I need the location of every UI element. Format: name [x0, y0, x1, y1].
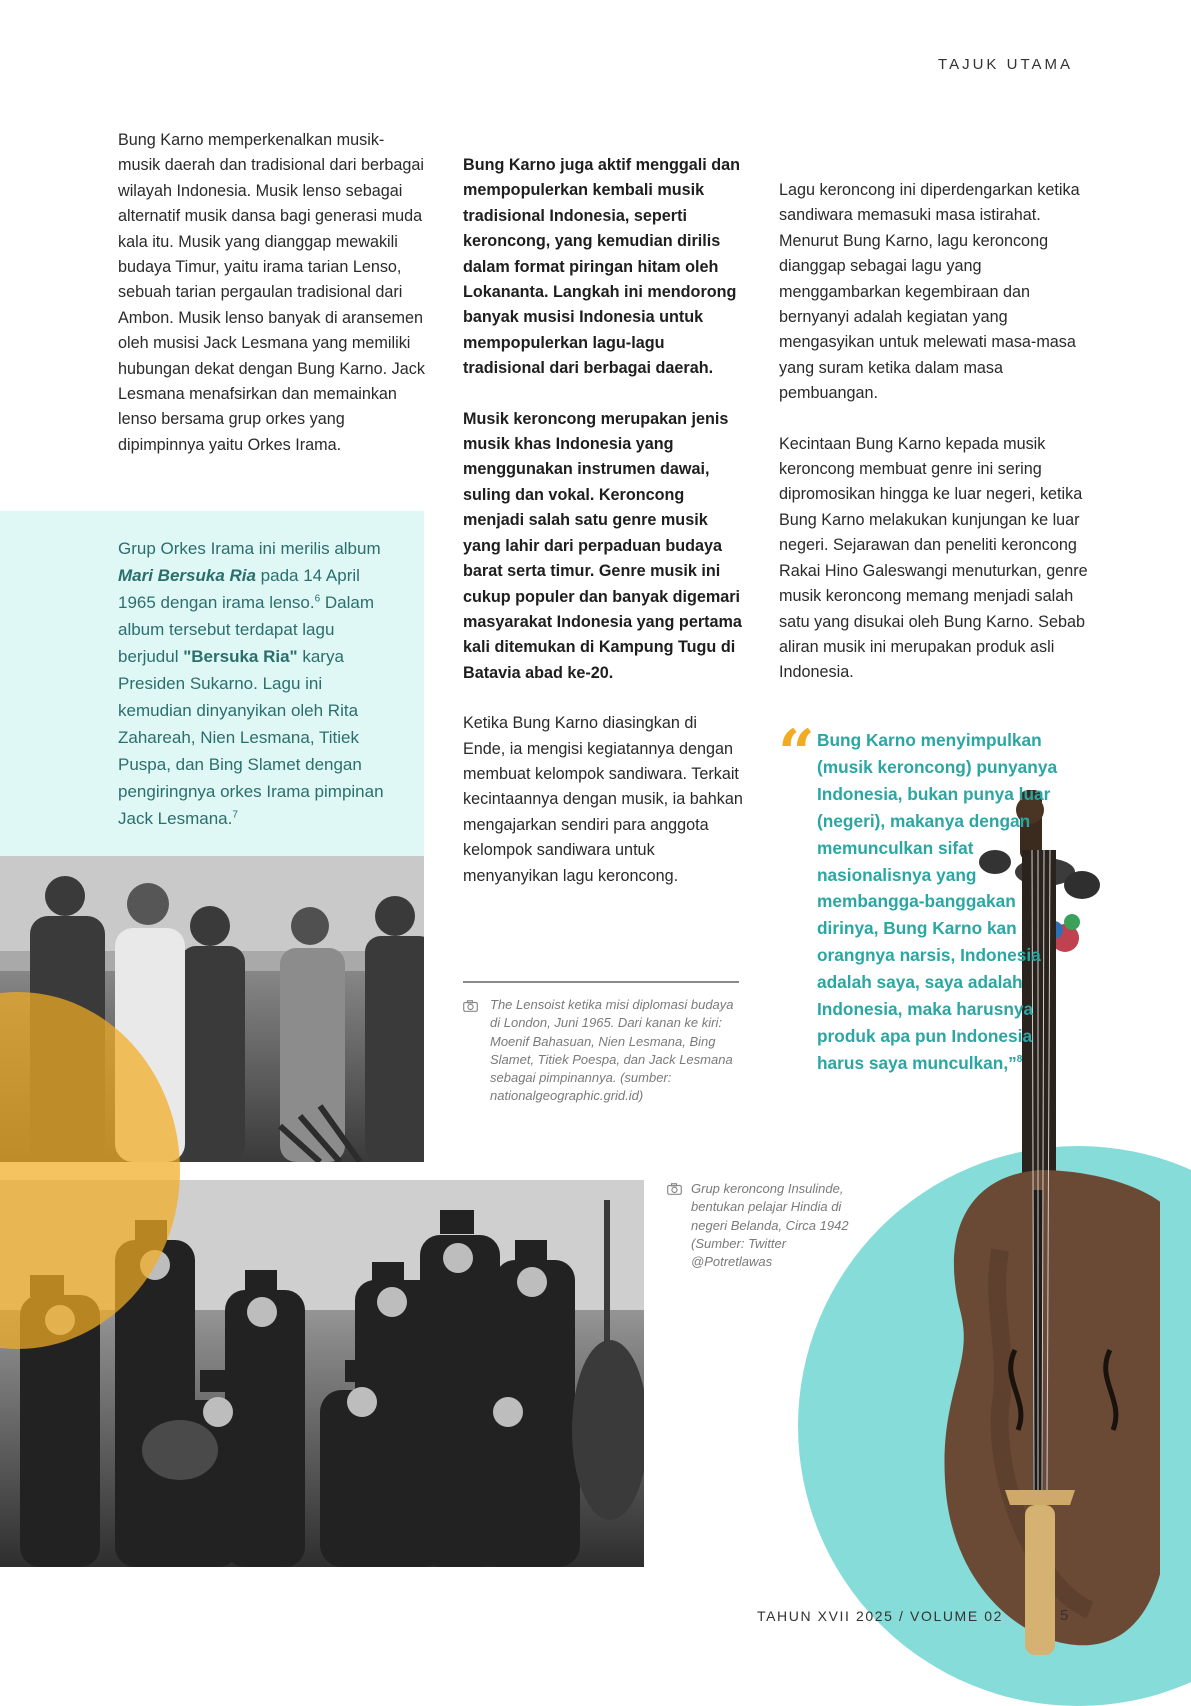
column-2-paragraph-bold: Musik keroncong merupakan jenis musik khas Indonesia yang menggunakan instrumen dawai, suling dan vokal. Keroncong menjadi salah satu genre musik yang lahir dari perpaduan budaya barat serta timur. Genre musik ini cukup populer dan banyak digemari masyarakat Indonesia yang pertama kali ditemukan di Kampung Tugu di Batavia abad ke-20. — [463, 409, 742, 682]
highlight-text-part: pada 14 April 1965 dengan irama lenso. — [118, 566, 360, 612]
highlight-text-part: Dalam album tersebut terdapat lagu berjudul — [118, 593, 375, 666]
photo-caption-lensoist: The Lensoist ketika misi diplomasi budaya di London, Juni 1965. Dari kanan ke kiri: Moenif Bahasuan, Nien Lesmana, Bing Slamet, Titiek Poespa, dan Jack Lesmana sebagai pimpinannya. (sumber: nationalgeographic.grid.id) — [490, 997, 734, 1104]
highlight-text-part: Grup Orkes Irama ini merilis album — [118, 539, 381, 558]
column-2-paragraph: Ketika Bung Karno diasingkan di Ende, ia mengisi kegiatannya dengan membuat kelompok sandiwara. Terkait kecintaannya dengan musik, ia bahkan mengajarkan sendiri para anggota kelompok sandiwara untuk menyanyikan lagu keroncong. — [463, 714, 743, 885]
quote-mark-icon: “ — [778, 716, 815, 791]
column-3 — [779, 178, 1089, 711]
section-label: TAJUK UTAMA — [938, 56, 1073, 73]
footnote-ref: 8 — [1016, 1054, 1023, 1066]
column-1-paragraph: Bung Karno memperkenalkan musik-musik daerah dan tradisional dari berbagai wilayah Indonesia. Musik lenso sebagai alternatif musik dansa bagi generasi muda kala itu. Musik yang dianggap mewakili budaya Timur, yaitu irama tarian Lenso, sebuah tarian pergaulan tradisional dari Ambon. Musik lenso banyak di aransemen oleh musisi Jack Lesmana yang memiliki hubungan dekat dengan Bung Karno. Jack Lesmana menafsirkan dan memainkan lenso bersama grup orkes yang dipimpinnya yaitu Orkes Irama. — [118, 131, 425, 454]
caption-divider — [463, 981, 739, 983]
issue-label: TAHUN XVII 2025 / VOLUME 02 — [757, 1608, 1004, 1624]
pull-quote-text: Bung Karno menyimpulkan (musik keroncong) punyanya Indonesia, bukan punya luar (negeri), makanya dengan memunculkan sifat nasionalisnya yang membangga-banggakan dirinya, Bung Karno kan orangnya narsis, Indonesia adalah saya, saya adalah Indonesia, maka harusnya produk apa pun Indonesia harus saya munculkan,” — [817, 730, 1058, 1073]
column-1 — [118, 128, 426, 483]
album-title: Mari Bersuka Ria — [118, 566, 256, 585]
column-2 — [463, 153, 743, 914]
camera-icon — [463, 1000, 478, 1012]
column-3-paragraph: Kecintaan Bung Karno kepada musik keroncong membuat genre ini sering dipromosikan hingga ke luar negeri, ketika Bung Karno melakukan kunjungan ke luar negeri. Sejarawan dan peneliti keroncong Rakai Hino Galeswangi menuturkan, genre musik keroncong memang menjadi salah satu yang disukai oleh Bung Karno. Sebab aliran musik ini merupakan produk asli Indonesia. — [779, 434, 1088, 682]
column-2-paragraph-bold: Bung Karno juga aktif menggali dan mempopulerkan kembali musik tradisional Indonesia, seperti keroncong, yang kemudian dirilis dalam format piringan hitam oleh Lokananta. Langkah ini mendorong banyak musisi Indonesia untuk mempopulerkan lagu-lagu tradisional dari berbagai daerah. — [463, 156, 741, 378]
column-3-paragraph: Lagu keroncong ini diperdengarkan ketika sandiwara memasuki masa istirahat. Menurut Bung Karno, lagu keroncong dianggap sebagai lagu yang menggambarkan kegembiraan dan bernyanyi adalah kegiatan yang mengasyikan untuk melewati masa-masa yang suram ketika dalam masa pembuangan. — [779, 181, 1080, 403]
song-title: "Bersuka Ria" — [183, 647, 298, 666]
footnote-ref: 7 — [232, 809, 238, 821]
highlight-text-part: karya Presiden Sukarno. Lagu ini kemudian dinyanyikan oleh Rita Zahareah, Nien Lesmana, Titiek Puspa, dan Bing Slamet dengan pengiringnya orkes Irama pimpinan Jack Lesmana. — [118, 647, 384, 828]
highlight-box-text — [118, 535, 393, 832]
camera-icon — [667, 1183, 682, 1195]
photo-caption-insulinde: Grup keroncong Insulinde, bentukan pelajar Hindia di negeri Belanda, Circa 1942 (Sumber: Twitter @Potretlawas — [691, 1181, 849, 1270]
pull-quote — [817, 727, 1072, 1077]
footnote-ref: 6 — [314, 593, 321, 605]
page-number: 5 — [1060, 1607, 1069, 1624]
